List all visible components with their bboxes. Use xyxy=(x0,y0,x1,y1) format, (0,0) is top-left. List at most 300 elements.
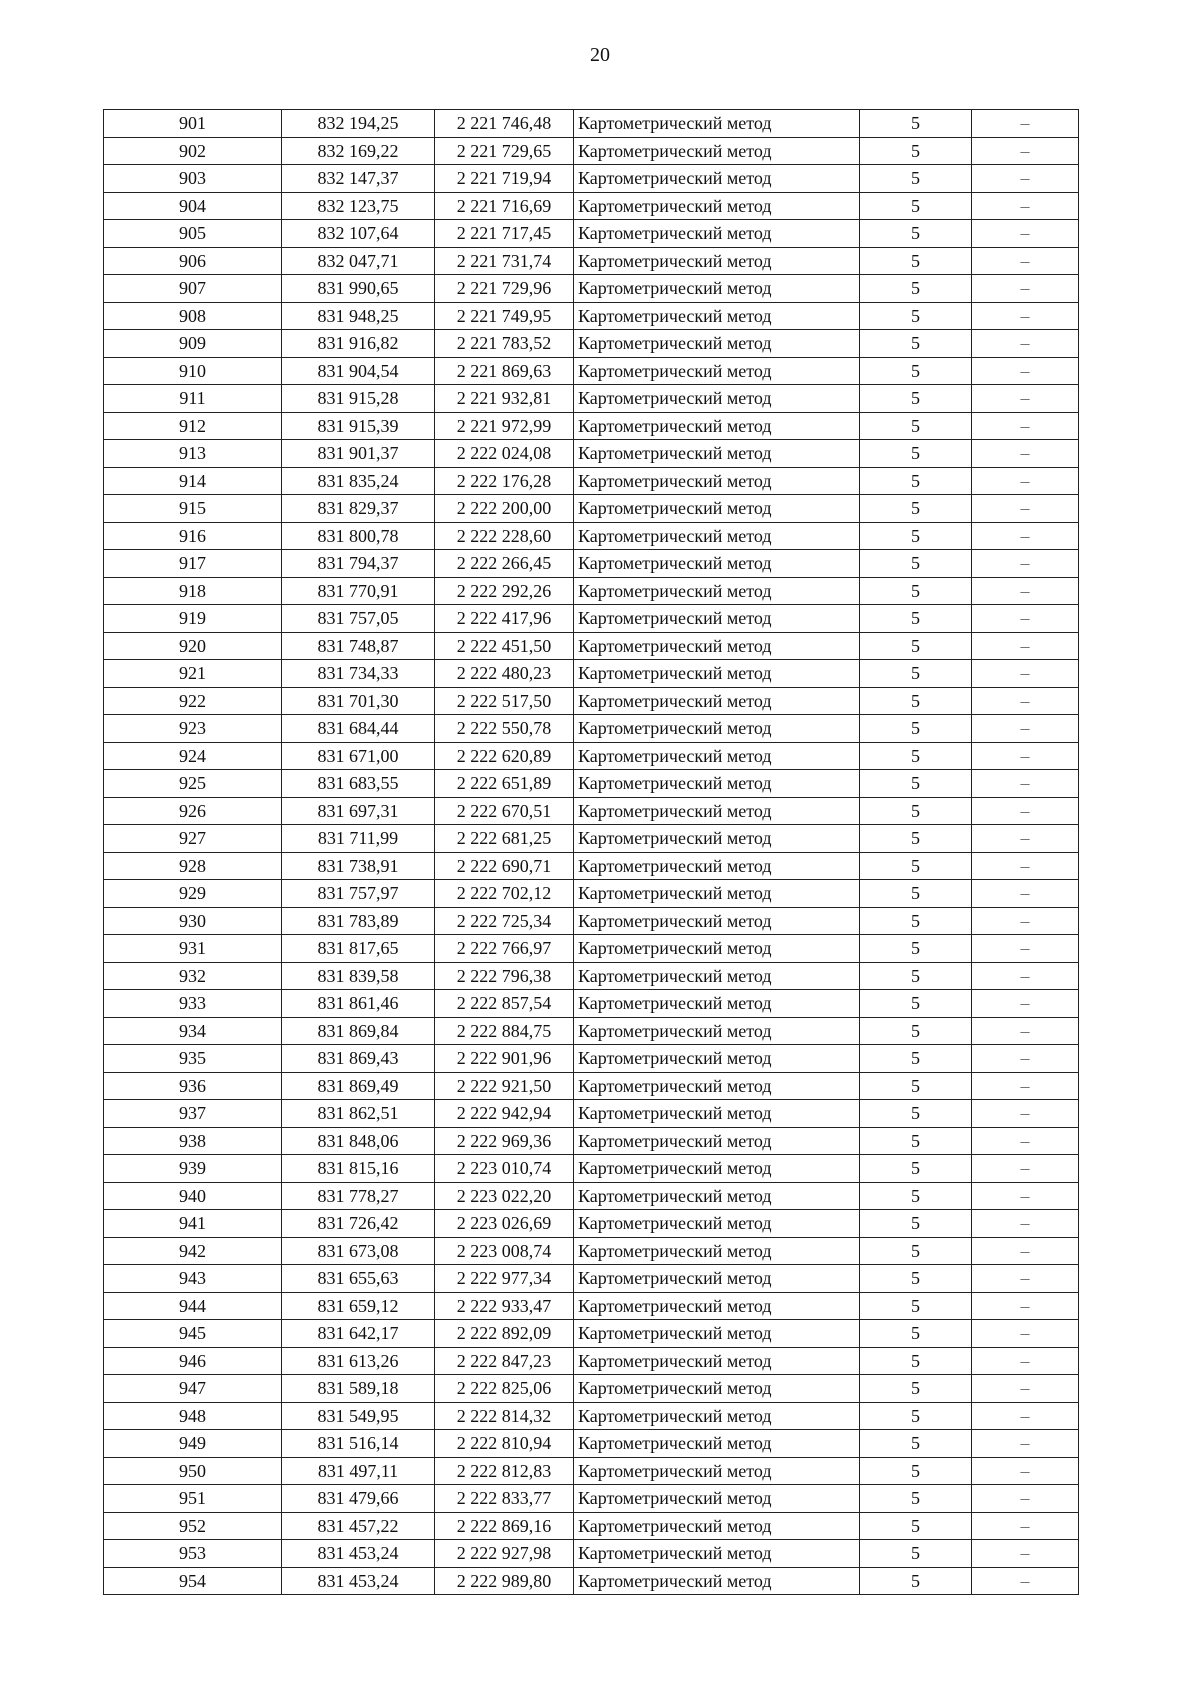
x-coordinate-cell: 831 549,95 xyxy=(282,1402,435,1430)
table-row xyxy=(104,1512,1079,1540)
x-coordinate-cell: 831 839,58 xyxy=(282,962,435,990)
note-cell: – xyxy=(972,247,1079,275)
y-coordinate-cell: 2 221 716,69 xyxy=(435,192,574,220)
table-row xyxy=(104,715,1079,743)
x-coordinate-cell: 831 516,14 xyxy=(282,1430,435,1458)
x-coordinate-cell: 831 711,99 xyxy=(282,825,435,853)
method-cell: Картометрический метод xyxy=(574,1347,860,1375)
method-cell: Картометрический метод xyxy=(574,302,860,330)
y-coordinate-cell: 2 221 972,99 xyxy=(435,412,574,440)
x-coordinate-cell: 831 683,55 xyxy=(282,770,435,798)
accuracy-cell: 5 xyxy=(860,880,972,908)
table-row xyxy=(104,935,1079,963)
note-cell: – xyxy=(972,687,1079,715)
table-row xyxy=(104,1320,1079,1348)
x-coordinate-cell: 831 757,05 xyxy=(282,605,435,633)
note-cell: – xyxy=(972,1127,1079,1155)
y-coordinate-cell: 2 222 892,09 xyxy=(435,1320,574,1348)
note-cell: – xyxy=(972,110,1079,138)
method-cell: Картометрический метод xyxy=(574,1265,860,1293)
x-coordinate-cell: 831 726,42 xyxy=(282,1210,435,1238)
x-coordinate-cell: 831 869,49 xyxy=(282,1072,435,1100)
note-cell: – xyxy=(972,1402,1079,1430)
x-coordinate-cell: 831 800,78 xyxy=(282,522,435,550)
point-number-cell: 905 xyxy=(104,220,282,248)
method-cell: Картометрический метод xyxy=(574,1127,860,1155)
accuracy-cell: 5 xyxy=(860,632,972,660)
table-row xyxy=(104,1155,1079,1183)
note-cell: – xyxy=(972,137,1079,165)
method-cell: Картометрический метод xyxy=(574,275,860,303)
accuracy-cell: 5 xyxy=(860,110,972,138)
method-cell: Картометрический метод xyxy=(574,1237,860,1265)
x-coordinate-cell: 831 829,37 xyxy=(282,495,435,523)
table-row xyxy=(104,1127,1079,1155)
note-cell: – xyxy=(972,797,1079,825)
table-row xyxy=(104,192,1079,220)
point-number-cell: 915 xyxy=(104,495,282,523)
y-coordinate-cell: 2 222 989,80 xyxy=(435,1567,574,1595)
method-cell: Картометрический метод xyxy=(574,192,860,220)
y-coordinate-cell: 2 223 008,74 xyxy=(435,1237,574,1265)
table-row xyxy=(104,1375,1079,1403)
point-number-cell: 903 xyxy=(104,165,282,193)
table-row xyxy=(104,1072,1079,1100)
accuracy-cell: 5 xyxy=(860,1402,972,1430)
method-cell: Картометрический метод xyxy=(574,1512,860,1540)
table-row xyxy=(104,660,1079,688)
method-cell: Картометрический метод xyxy=(574,1182,860,1210)
method-cell: Картометрический метод xyxy=(574,247,860,275)
accuracy-cell: 5 xyxy=(860,770,972,798)
note-cell: – xyxy=(972,1347,1079,1375)
table-row xyxy=(104,1430,1079,1458)
point-number-cell: 924 xyxy=(104,742,282,770)
x-coordinate-cell: 831 479,66 xyxy=(282,1485,435,1513)
accuracy-cell: 5 xyxy=(860,715,972,743)
point-number-cell: 921 xyxy=(104,660,282,688)
accuracy-cell: 5 xyxy=(860,550,972,578)
x-coordinate-cell: 831 734,33 xyxy=(282,660,435,688)
table-row xyxy=(104,110,1079,138)
accuracy-cell: 5 xyxy=(860,1017,972,1045)
point-number-cell: 911 xyxy=(104,385,282,413)
y-coordinate-cell: 2 222 200,00 xyxy=(435,495,574,523)
page-number: 20 xyxy=(590,44,610,66)
y-coordinate-cell: 2 222 933,47 xyxy=(435,1292,574,1320)
table-row xyxy=(104,247,1079,275)
accuracy-cell: 5 xyxy=(860,990,972,1018)
note-cell: – xyxy=(972,1512,1079,1540)
method-cell: Картометрический метод xyxy=(574,1292,860,1320)
accuracy-cell: 5 xyxy=(860,935,972,963)
y-coordinate-cell: 2 222 620,89 xyxy=(435,742,574,770)
note-cell: – xyxy=(972,935,1079,963)
x-coordinate-cell: 831 642,17 xyxy=(282,1320,435,1348)
method-cell: Картометрический метод xyxy=(574,330,860,358)
x-coordinate-cell: 831 770,91 xyxy=(282,577,435,605)
point-number-cell: 954 xyxy=(104,1567,282,1595)
y-coordinate-cell: 2 222 869,16 xyxy=(435,1512,574,1540)
accuracy-cell: 5 xyxy=(860,522,972,550)
point-number-cell: 914 xyxy=(104,467,282,495)
method-cell: Картометрический метод xyxy=(574,495,860,523)
method-cell: Картометрический метод xyxy=(574,990,860,1018)
table-row xyxy=(104,1265,1079,1293)
y-coordinate-cell: 2 222 266,45 xyxy=(435,550,574,578)
y-coordinate-cell: 2 222 812,83 xyxy=(435,1457,574,1485)
table-row xyxy=(104,1567,1079,1595)
method-cell: Картометрический метод xyxy=(574,687,860,715)
y-coordinate-cell: 2 222 550,78 xyxy=(435,715,574,743)
accuracy-cell: 5 xyxy=(860,577,972,605)
method-cell: Картометрический метод xyxy=(574,1540,860,1568)
table-row xyxy=(104,1292,1079,1320)
accuracy-cell: 5 xyxy=(860,1567,972,1595)
x-coordinate-cell: 831 701,30 xyxy=(282,687,435,715)
accuracy-cell: 5 xyxy=(860,1320,972,1348)
x-coordinate-cell: 831 916,82 xyxy=(282,330,435,358)
table-row xyxy=(104,385,1079,413)
point-number-cell: 935 xyxy=(104,1045,282,1073)
y-coordinate-cell: 2 221 731,74 xyxy=(435,247,574,275)
point-number-cell: 926 xyxy=(104,797,282,825)
accuracy-cell: 5 xyxy=(860,495,972,523)
y-coordinate-cell: 2 222 810,94 xyxy=(435,1430,574,1458)
note-cell: – xyxy=(972,1237,1079,1265)
x-coordinate-cell: 831 659,12 xyxy=(282,1292,435,1320)
table-row xyxy=(104,1485,1079,1513)
point-number-cell: 910 xyxy=(104,357,282,385)
y-coordinate-cell: 2 222 814,32 xyxy=(435,1402,574,1430)
note-cell: – xyxy=(972,1182,1079,1210)
y-coordinate-cell: 2 222 702,12 xyxy=(435,880,574,908)
accuracy-cell: 5 xyxy=(860,165,972,193)
y-coordinate-cell: 2 223 026,69 xyxy=(435,1210,574,1238)
accuracy-cell: 5 xyxy=(860,1512,972,1540)
note-cell: – xyxy=(972,550,1079,578)
y-coordinate-cell: 2 222 651,89 xyxy=(435,770,574,798)
point-number-cell: 922 xyxy=(104,687,282,715)
accuracy-cell: 5 xyxy=(860,962,972,990)
y-coordinate-cell: 2 222 681,25 xyxy=(435,825,574,853)
accuracy-cell: 5 xyxy=(860,137,972,165)
x-coordinate-cell: 832 047,71 xyxy=(282,247,435,275)
point-number-cell: 923 xyxy=(104,715,282,743)
method-cell: Картометрический метод xyxy=(574,797,860,825)
y-coordinate-cell: 2 222 969,36 xyxy=(435,1127,574,1155)
note-cell: – xyxy=(972,1210,1079,1238)
table-row xyxy=(104,1237,1079,1265)
accuracy-cell: 5 xyxy=(860,797,972,825)
x-coordinate-cell: 831 817,65 xyxy=(282,935,435,963)
table-row xyxy=(104,550,1079,578)
accuracy-cell: 5 xyxy=(860,1182,972,1210)
point-number-cell: 902 xyxy=(104,137,282,165)
note-cell: – xyxy=(972,1457,1079,1485)
x-coordinate-cell: 831 861,46 xyxy=(282,990,435,1018)
note-cell: – xyxy=(972,1072,1079,1100)
method-cell: Картометрический метод xyxy=(574,1210,860,1238)
point-number-cell: 939 xyxy=(104,1155,282,1183)
point-number-cell: 940 xyxy=(104,1182,282,1210)
x-coordinate-cell: 831 748,87 xyxy=(282,632,435,660)
y-coordinate-cell: 2 222 766,97 xyxy=(435,935,574,963)
x-coordinate-cell: 831 738,91 xyxy=(282,852,435,880)
y-coordinate-cell: 2 222 690,71 xyxy=(435,852,574,880)
accuracy-cell: 5 xyxy=(860,1127,972,1155)
point-number-cell: 951 xyxy=(104,1485,282,1513)
table-row xyxy=(104,220,1079,248)
point-number-cell: 936 xyxy=(104,1072,282,1100)
method-cell: Картометрический метод xyxy=(574,1072,860,1100)
x-coordinate-cell: 831 794,37 xyxy=(282,550,435,578)
x-coordinate-cell: 831 671,00 xyxy=(282,742,435,770)
method-cell: Картометрический метод xyxy=(574,165,860,193)
note-cell: – xyxy=(972,715,1079,743)
note-cell: – xyxy=(972,660,1079,688)
y-coordinate-cell: 2 221 869,63 xyxy=(435,357,574,385)
y-coordinate-cell: 2 221 746,48 xyxy=(435,110,574,138)
y-coordinate-cell: 2 223 022,20 xyxy=(435,1182,574,1210)
y-coordinate-cell: 2 221 749,95 xyxy=(435,302,574,330)
accuracy-cell: 5 xyxy=(860,1292,972,1320)
x-coordinate-cell: 831 783,89 xyxy=(282,907,435,935)
note-cell: – xyxy=(972,1017,1079,1045)
point-number-cell: 941 xyxy=(104,1210,282,1238)
method-cell: Картометрический метод xyxy=(574,935,860,963)
accuracy-cell: 5 xyxy=(860,852,972,880)
method-cell: Картометрический метод xyxy=(574,1375,860,1403)
method-cell: Картометрический метод xyxy=(574,550,860,578)
table-row xyxy=(104,577,1079,605)
y-coordinate-cell: 2 222 176,28 xyxy=(435,467,574,495)
table-row xyxy=(104,1182,1079,1210)
accuracy-cell: 5 xyxy=(860,1072,972,1100)
note-cell: – xyxy=(972,1045,1079,1073)
note-cell: – xyxy=(972,275,1079,303)
x-coordinate-cell: 832 123,75 xyxy=(282,192,435,220)
method-cell: Картометрический метод xyxy=(574,852,860,880)
note-cell: – xyxy=(972,440,1079,468)
x-coordinate-cell: 831 453,24 xyxy=(282,1540,435,1568)
table-row xyxy=(104,825,1079,853)
x-coordinate-cell: 831 848,06 xyxy=(282,1127,435,1155)
accuracy-cell: 5 xyxy=(860,1210,972,1238)
table-row xyxy=(104,440,1079,468)
x-coordinate-cell: 831 990,65 xyxy=(282,275,435,303)
table-row xyxy=(104,1045,1079,1073)
y-coordinate-cell: 2 222 921,50 xyxy=(435,1072,574,1100)
accuracy-cell: 5 xyxy=(860,275,972,303)
method-cell: Картометрический метод xyxy=(574,1017,860,1045)
x-coordinate-cell: 831 862,51 xyxy=(282,1100,435,1128)
accuracy-cell: 5 xyxy=(860,1375,972,1403)
accuracy-cell: 5 xyxy=(860,825,972,853)
coordinates-table-body xyxy=(104,110,1079,1595)
note-cell: – xyxy=(972,467,1079,495)
point-number-cell: 938 xyxy=(104,1127,282,1155)
point-number-cell: 931 xyxy=(104,935,282,963)
method-cell: Картометрический метод xyxy=(574,467,860,495)
x-coordinate-cell: 832 194,25 xyxy=(282,110,435,138)
accuracy-cell: 5 xyxy=(860,440,972,468)
method-cell: Картометрический метод xyxy=(574,660,860,688)
point-number-cell: 945 xyxy=(104,1320,282,1348)
note-cell: – xyxy=(972,192,1079,220)
x-coordinate-cell: 831 815,16 xyxy=(282,1155,435,1183)
table-row xyxy=(104,495,1079,523)
note-cell: – xyxy=(972,880,1079,908)
note-cell: – xyxy=(972,907,1079,935)
point-number-cell: 942 xyxy=(104,1237,282,1265)
point-number-cell: 929 xyxy=(104,880,282,908)
table-row xyxy=(104,302,1079,330)
x-coordinate-cell: 832 107,64 xyxy=(282,220,435,248)
note-cell: – xyxy=(972,577,1079,605)
x-coordinate-cell: 831 655,63 xyxy=(282,1265,435,1293)
accuracy-cell: 5 xyxy=(860,357,972,385)
table-row xyxy=(104,1347,1079,1375)
accuracy-cell: 5 xyxy=(860,907,972,935)
method-cell: Картометрический метод xyxy=(574,1045,860,1073)
accuracy-cell: 5 xyxy=(860,330,972,358)
y-coordinate-cell: 2 222 901,96 xyxy=(435,1045,574,1073)
accuracy-cell: 5 xyxy=(860,192,972,220)
table-row xyxy=(104,770,1079,798)
table-row xyxy=(104,742,1079,770)
note-cell: – xyxy=(972,220,1079,248)
note-cell: – xyxy=(972,1100,1079,1128)
method-cell: Картометрический метод xyxy=(574,1155,860,1183)
method-cell: Картометрический метод xyxy=(574,385,860,413)
table-row xyxy=(104,275,1079,303)
accuracy-cell: 5 xyxy=(860,1347,972,1375)
note-cell: – xyxy=(972,962,1079,990)
table-row xyxy=(104,687,1079,715)
note-cell: – xyxy=(972,605,1079,633)
point-number-cell: 906 xyxy=(104,247,282,275)
point-number-cell: 919 xyxy=(104,605,282,633)
point-number-cell: 937 xyxy=(104,1100,282,1128)
y-coordinate-cell: 2 222 670,51 xyxy=(435,797,574,825)
x-coordinate-cell: 831 869,84 xyxy=(282,1017,435,1045)
note-cell: – xyxy=(972,522,1079,550)
x-coordinate-cell: 832 147,37 xyxy=(282,165,435,193)
point-number-cell: 932 xyxy=(104,962,282,990)
accuracy-cell: 5 xyxy=(860,1237,972,1265)
y-coordinate-cell: 2 221 729,96 xyxy=(435,275,574,303)
point-number-cell: 934 xyxy=(104,1017,282,1045)
note-cell: – xyxy=(972,825,1079,853)
method-cell: Картометрический метод xyxy=(574,110,860,138)
point-number-cell: 948 xyxy=(104,1402,282,1430)
method-cell: Картометрический метод xyxy=(574,522,860,550)
note-cell: – xyxy=(972,385,1079,413)
point-number-cell: 953 xyxy=(104,1540,282,1568)
y-coordinate-cell: 2 222 480,23 xyxy=(435,660,574,688)
x-coordinate-cell: 831 684,44 xyxy=(282,715,435,743)
point-number-cell: 952 xyxy=(104,1512,282,1540)
x-coordinate-cell: 831 915,39 xyxy=(282,412,435,440)
x-coordinate-cell: 831 589,18 xyxy=(282,1375,435,1403)
table-row xyxy=(104,137,1079,165)
accuracy-cell: 5 xyxy=(860,302,972,330)
method-cell: Картометрический метод xyxy=(574,770,860,798)
method-cell: Картометрический метод xyxy=(574,605,860,633)
note-cell: – xyxy=(972,632,1079,660)
note-cell: – xyxy=(972,1320,1079,1348)
point-number-cell: 907 xyxy=(104,275,282,303)
method-cell: Картометрический метод xyxy=(574,137,860,165)
accuracy-cell: 5 xyxy=(860,687,972,715)
accuracy-cell: 5 xyxy=(860,385,972,413)
y-coordinate-cell: 2 222 024,08 xyxy=(435,440,574,468)
y-coordinate-cell: 2 222 451,50 xyxy=(435,632,574,660)
point-number-cell: 943 xyxy=(104,1265,282,1293)
method-cell: Картометрический метод xyxy=(574,632,860,660)
point-number-cell: 901 xyxy=(104,110,282,138)
note-cell: – xyxy=(972,165,1079,193)
method-cell: Картометрический метод xyxy=(574,1100,860,1128)
accuracy-cell: 5 xyxy=(860,1485,972,1513)
method-cell: Картометрический метод xyxy=(574,715,860,743)
x-coordinate-cell: 831 948,25 xyxy=(282,302,435,330)
table-row xyxy=(104,1017,1079,1045)
note-cell: – xyxy=(972,1430,1079,1458)
x-coordinate-cell: 832 169,22 xyxy=(282,137,435,165)
x-coordinate-cell: 831 613,26 xyxy=(282,1347,435,1375)
note-cell: – xyxy=(972,852,1079,880)
accuracy-cell: 5 xyxy=(860,742,972,770)
accuracy-cell: 5 xyxy=(860,412,972,440)
y-coordinate-cell: 2 222 927,98 xyxy=(435,1540,574,1568)
y-coordinate-cell: 2 221 729,65 xyxy=(435,137,574,165)
note-cell: – xyxy=(972,1292,1079,1320)
table-row xyxy=(104,1100,1079,1128)
method-cell: Картометрический метод xyxy=(574,880,860,908)
y-coordinate-cell: 2 222 884,75 xyxy=(435,1017,574,1045)
table-row xyxy=(104,522,1079,550)
table-row xyxy=(104,632,1079,660)
note-cell: – xyxy=(972,495,1079,523)
method-cell: Картометрический метод xyxy=(574,577,860,605)
accuracy-cell: 5 xyxy=(860,467,972,495)
y-coordinate-cell: 2 222 228,60 xyxy=(435,522,574,550)
table-row xyxy=(104,165,1079,193)
x-coordinate-cell: 831 457,22 xyxy=(282,1512,435,1540)
note-cell: – xyxy=(972,357,1079,385)
point-number-cell: 909 xyxy=(104,330,282,358)
point-number-cell: 916 xyxy=(104,522,282,550)
x-coordinate-cell: 831 835,24 xyxy=(282,467,435,495)
note-cell: – xyxy=(972,1375,1079,1403)
point-number-cell: 950 xyxy=(104,1457,282,1485)
table-row xyxy=(104,1540,1079,1568)
table-row xyxy=(104,357,1079,385)
accuracy-cell: 5 xyxy=(860,1045,972,1073)
x-coordinate-cell: 831 453,24 xyxy=(282,1567,435,1595)
y-coordinate-cell: 2 221 932,81 xyxy=(435,385,574,413)
table-row xyxy=(104,907,1079,935)
point-number-cell: 917 xyxy=(104,550,282,578)
table-row xyxy=(104,330,1079,358)
y-coordinate-cell: 2 221 719,94 xyxy=(435,165,574,193)
method-cell: Картометрический метод xyxy=(574,1320,860,1348)
y-coordinate-cell: 2 222 833,77 xyxy=(435,1485,574,1513)
note-cell: – xyxy=(972,1540,1079,1568)
note-cell: – xyxy=(972,1485,1079,1513)
